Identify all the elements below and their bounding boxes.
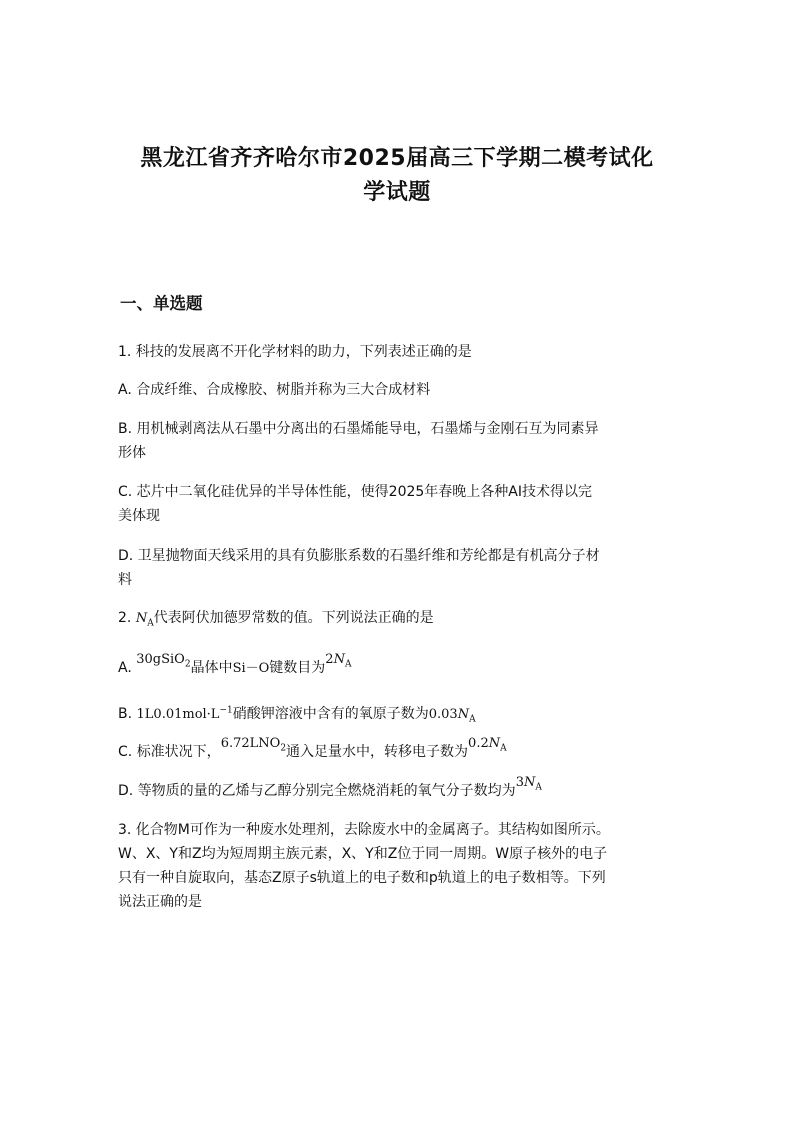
q1-option-d-line2: 料 [118, 572, 132, 588]
title-line-2: 学试题 [363, 180, 431, 205]
kno3-concentration: $1L0.01mol\cdot L^{-1}$ [136, 705, 233, 722]
q1-option-c-line1: C. 芯片中二氧化硅优异的半导体性能，使得2025年春晚上各种AI技术得以完 [118, 484, 593, 500]
q2-option-a: A. $^{30gSiO_2}$晶体中Si－O键数目为$^{2N_A}$ [118, 652, 352, 676]
q2-c-value: 0.2NA [468, 736, 507, 754]
si-o-bond: Si－O [232, 661, 270, 676]
q2-option-c: C. 标准状况下，$^{6.72LNO_2}$通入足量水中，转移电子数为$^{0.2N_A}$ [118, 736, 507, 760]
q2-a-value: 2NA [325, 652, 352, 670]
q3-line-1: 3. 化合物M可作为一种废水处理剂，去除废水中的金属离子。其结构如图所示。 [118, 822, 610, 838]
q1-option-b-line1: B. 用机械剥离法从石墨中分离出的石墨烯能导电，石墨烯与金刚石互为同素异 [118, 421, 599, 437]
q1-option-c-line2: 美体现 [118, 508, 160, 524]
na-symbol: $N_A$ [135, 611, 154, 629]
title-line-1: 黑龙江省齐齐哈尔市2025届高三下学期二模考试化 [140, 146, 654, 171]
q1-option-a: A. 合成纤维、合成橡胶、树脂并称为三大合成材料 [118, 382, 431, 398]
q1-option-b-line2: 形体 [118, 445, 146, 461]
q1-stem: 1. 科技的发展离不开化学材料的助力，下列表述正确的是 [118, 344, 472, 360]
q1-option-d-line1: D. 卫星抛物面天线采用的具有负膨胀系数的石墨纤维和芳纶都是有机高分子材 [118, 548, 600, 564]
no2-volume: 6.72LNO2 [220, 736, 287, 754]
q2-option-d: D. 等物质的量的乙烯与乙醇分别完全燃烧消耗的氧气分子数均为$^{3N_A}$ [118, 775, 542, 799]
q3-line-2: W、X、Y和Z均为短周期主族元素，X、Y和Z位于同一周期。W原子核外的电子 [118, 846, 608, 862]
q3-line-4: 说法正确的是 [118, 894, 202, 910]
sio2-formula: 30gSiO2 [136, 652, 191, 670]
section-heading: 一、单选题 [120, 294, 203, 313]
q2-d-value: 3NA [515, 775, 542, 793]
q2-option-b: B. $1L0.01mol\cdot L^{-1}$硝酸钾溶液中含有的氧原子数为$0.03N_A$ [118, 705, 476, 725]
document-title [100, 142, 694, 210]
q2-b-value: $0.03N_A$ [428, 707, 476, 725]
q2-stem: 2. $N_A$代表阿伏加德罗常数的值。下列说法正确的是 [118, 610, 434, 629]
q3-line-3: 只有一种自旋取向，基态Z原子s轨道上的电子数和p轨道上的电子数相等。下列 [118, 870, 606, 886]
